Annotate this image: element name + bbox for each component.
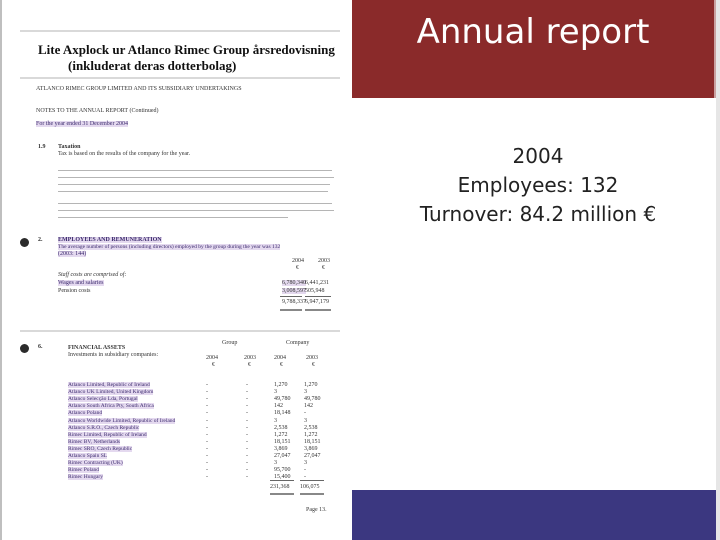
turnover-figure: Turnover: 84.2 million € xyxy=(419,202,657,226)
company-2004-value: 3 xyxy=(274,460,277,467)
scanned-report-page xyxy=(0,0,352,540)
subtotal-rule xyxy=(305,296,331,297)
subtotal-rule xyxy=(300,480,324,481)
bullet-marker xyxy=(20,344,29,353)
wages-label: Wages and salaries xyxy=(58,280,104,286)
subsidiary-name: Atlanco Limited, Republic of Ireland xyxy=(68,382,150,388)
fin-total-2004: 231,368 xyxy=(270,484,290,490)
group-value: - xyxy=(206,417,208,424)
year-header-3: 2004 xyxy=(274,355,286,361)
group-value: - xyxy=(206,460,208,467)
company-2004-value: 1,270 xyxy=(274,382,288,388)
subtotal-rule xyxy=(270,480,294,481)
group-value: - xyxy=(246,424,248,431)
company-2004-value: 15,400 xyxy=(274,474,291,481)
company-2004-value: 3,869 xyxy=(274,445,288,452)
employees-line2: (2003: 144) xyxy=(58,251,87,257)
group-value: - xyxy=(206,382,208,388)
currency-g2: € xyxy=(248,362,251,368)
company-2003-value: 2,538 xyxy=(304,424,318,431)
company-name: ATLANCO RIMEC GROUP LIMITED AND ITS SUBSIDIARY UNDERTAKINGS xyxy=(36,86,242,92)
year-header-4: 2003 xyxy=(306,355,318,361)
company-2004-value: 3 xyxy=(274,389,277,396)
total-rule xyxy=(300,493,324,495)
company-2004-value: 18,148 xyxy=(274,410,291,417)
group-value: - xyxy=(246,410,248,417)
company-2003-value: 1,270 xyxy=(304,382,318,388)
subsidiary-name: Rimec Contracting (UK) xyxy=(68,460,123,467)
currency-2004: € xyxy=(296,265,299,271)
report-year: 2004 xyxy=(512,144,564,168)
group-value: - xyxy=(206,445,208,452)
wages-2004: 6,780,340 xyxy=(282,280,306,286)
year-header-1: 2004 xyxy=(206,355,218,361)
group-value: - xyxy=(206,474,208,481)
group-value: - xyxy=(246,453,248,459)
group-value: - xyxy=(246,382,248,388)
group-value: - xyxy=(246,438,248,445)
col-2004-header: 2004 xyxy=(292,258,304,264)
subsidiary-name: Atlanco Worldwide Limited, Republic of Ireland xyxy=(68,417,176,424)
company-2003-value: 3 xyxy=(304,417,307,424)
subsidiary-name: Rimec BV, Netherlands xyxy=(68,438,120,445)
group-value: - xyxy=(246,389,248,396)
company-2004-value: 2,538 xyxy=(274,424,288,431)
notes-heading: NOTES TO THE ANNUAL REPORT (Continued) xyxy=(36,108,159,114)
text-line xyxy=(58,184,330,185)
text-line xyxy=(58,217,288,218)
currency-c2: € xyxy=(312,362,315,368)
taxation-line: Tax is based on the results of the company for the year. xyxy=(58,151,191,157)
subsidiary-name: Atlanco Selecção Lda, Portugal xyxy=(68,396,138,403)
financial-subheading: Investments in subsidiary companies: xyxy=(68,352,159,358)
group-value: - xyxy=(206,431,208,438)
group-value: - xyxy=(206,389,208,396)
group-value: - xyxy=(206,403,208,410)
total-rule xyxy=(270,493,294,495)
taxation-number: 1.9 xyxy=(38,144,46,150)
group-value: - xyxy=(206,396,208,403)
subsidiary-name: Rimec SRO, Czech Republic xyxy=(68,445,133,452)
company-2003-value: 3 xyxy=(304,460,307,467)
group-value: - xyxy=(246,467,248,474)
company-2003-value: 3,869 xyxy=(304,445,318,452)
group-value: - xyxy=(206,438,208,445)
company-2003-value: 142 xyxy=(304,403,313,410)
fin-total-2003: 106,075 xyxy=(300,484,320,490)
col-2003-header: 2003 xyxy=(318,258,330,264)
company-2004-value: 95,700 xyxy=(274,467,291,474)
group-value: - xyxy=(246,474,248,481)
company-label: Company xyxy=(286,340,310,346)
company-2003-value: 3 xyxy=(304,389,307,396)
title-banner xyxy=(352,0,716,98)
scan-title-line1: Lite Axplock ur Atlanco Rimec Group årsredovisning xyxy=(38,42,335,57)
bullet-marker xyxy=(20,238,29,247)
company-2004-value: 27,047 xyxy=(274,453,291,459)
employees-number: 2. xyxy=(38,237,43,243)
text-line xyxy=(58,170,332,171)
currency-c1: € xyxy=(280,362,283,368)
company-2004-value: 3 xyxy=(274,417,277,424)
subsidiary-name: Atlanco South Africa Pty, South Africa xyxy=(68,403,154,410)
employees-figure: Employees: 132 xyxy=(457,173,619,197)
year-header-2: 2003 xyxy=(244,355,256,361)
company-2003-value: 27,047 xyxy=(304,453,321,459)
group-value: - xyxy=(206,467,208,474)
employees-heading: EMPLOYEES AND REMUNERATION xyxy=(58,237,162,243)
group-value: - xyxy=(246,431,248,438)
subtotal-rule xyxy=(280,296,302,297)
company-2003-value: 1,272 xyxy=(304,431,318,438)
employees-line1: The average number of persons (including directors) employed by the group during the year was 132 xyxy=(58,244,281,250)
pension-label: Pension costs xyxy=(58,288,91,294)
text-line xyxy=(58,203,332,204)
staff-costs-label: Staff costs are comprised of: xyxy=(58,272,127,278)
text-line xyxy=(58,191,328,192)
page-number: Page 13. xyxy=(306,507,327,513)
currency-2003: € xyxy=(322,265,325,271)
scan-noise-line xyxy=(20,330,340,332)
staff-total-2004: 9,788,337 xyxy=(282,299,306,305)
total-rule xyxy=(280,309,302,311)
scan-title-line2: (inkluderat deras dotterbolag) xyxy=(68,58,237,73)
slide-edge xyxy=(716,0,720,540)
scan-noise-line xyxy=(20,77,340,79)
financial-number: 6. xyxy=(38,344,43,350)
group-value: - xyxy=(206,424,208,431)
financial-heading: FINANCIAL ASSETS xyxy=(68,345,126,351)
company-2003-value: - xyxy=(304,467,306,474)
text-line xyxy=(58,177,334,178)
company-2004-value: 1,272 xyxy=(274,431,288,438)
group-value: - xyxy=(206,453,208,459)
company-2004-value: 142 xyxy=(274,403,283,410)
subsidiary-name: Atlanco S.R.O., Czech Republic xyxy=(68,424,140,431)
total-rule xyxy=(305,309,331,311)
text-line xyxy=(58,210,334,211)
footer-bar xyxy=(352,490,716,540)
scan-noise-line xyxy=(20,30,340,32)
company-2004-value: 49,780 xyxy=(274,396,291,403)
subsidiary-name: Rimec Poland xyxy=(68,467,100,474)
subsidiary-name: Atlanco Spain SL xyxy=(68,453,108,459)
pension-2003: 505,948 xyxy=(305,288,325,294)
subsidiary-name: Rimec Hungary xyxy=(68,474,103,481)
company-2003-value: - xyxy=(304,410,306,417)
currency-g1: € xyxy=(212,362,215,368)
subsidiary-name: Rimec Limited, Republic of Ireland xyxy=(68,431,147,438)
subsidiary-name: Atlanco Poland xyxy=(68,410,103,417)
slide-title: Annual report xyxy=(416,12,650,52)
group-value: - xyxy=(246,460,248,467)
wages-2003: 6,441,231 xyxy=(305,280,329,286)
group-value: - xyxy=(206,410,208,417)
company-2003-value: - xyxy=(304,474,306,481)
company-2003-value: 18,151 xyxy=(304,438,321,445)
taxation-heading: Taxation xyxy=(58,144,81,150)
group-value: - xyxy=(246,396,248,403)
staff-total-2003: 6,947,179 xyxy=(305,299,329,305)
period-line: For the year ended 31 December 2004 xyxy=(36,121,128,127)
key-figures xyxy=(360,142,716,229)
pension-2004: 3,008,597 xyxy=(282,288,306,294)
company-2003-value: 49,780 xyxy=(304,396,321,403)
group-value: - xyxy=(246,417,248,424)
company-2004-value: 18,151 xyxy=(274,438,291,445)
group-value: - xyxy=(246,445,248,452)
page-edge-line xyxy=(0,0,2,540)
subsidiary-name: Atlanco UK Limited, United Kingdom xyxy=(68,389,154,396)
group-value: - xyxy=(246,403,248,410)
group-label: Group xyxy=(222,340,238,346)
